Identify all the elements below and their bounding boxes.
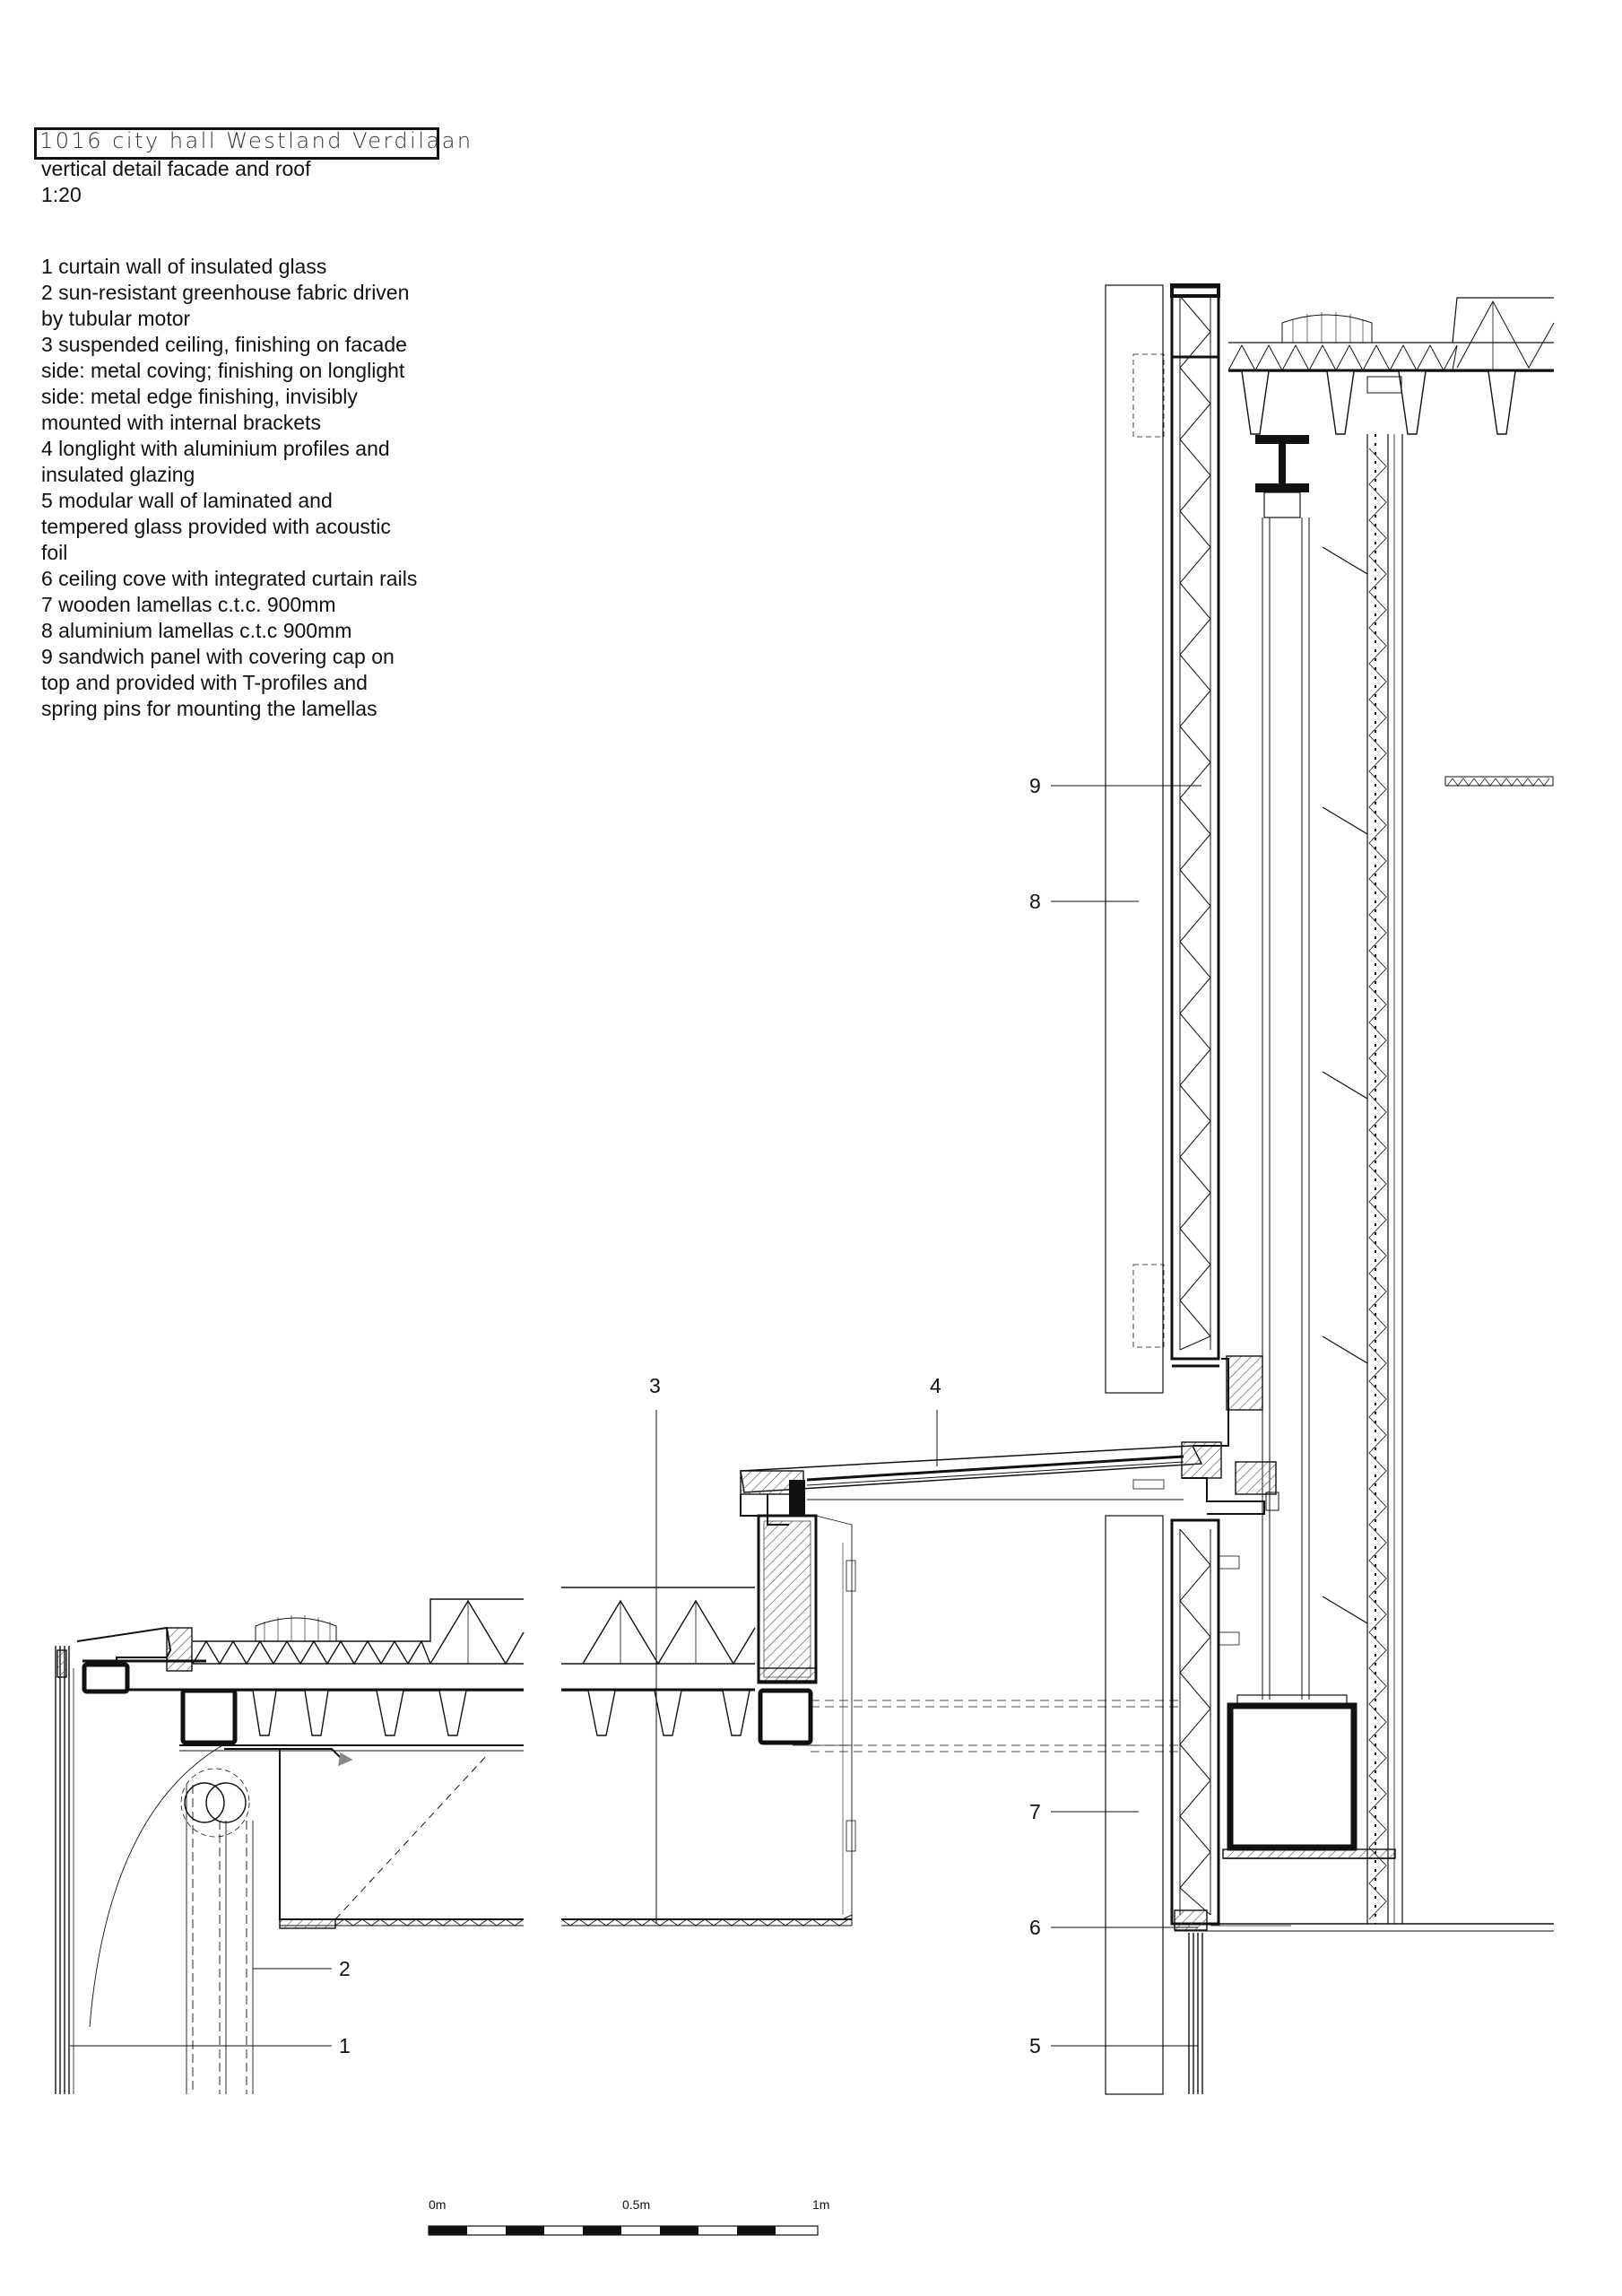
callout-3: 3	[649, 1374, 661, 1397]
callout-8: 8	[1029, 890, 1041, 913]
left-roof-section	[56, 1599, 524, 2094]
glass-wall-head	[1193, 1356, 1279, 1514]
callout-1: 1	[339, 2034, 351, 2057]
inner-wall-right	[1323, 377, 1402, 1924]
wooden-lamella	[1106, 1516, 1163, 2094]
steel-box-beam-middle	[760, 1691, 811, 1743]
project-title: 1016 city hall Westland Verdilaan	[39, 128, 473, 153]
roof-top-right	[1228, 298, 1554, 434]
legend-item-8: 8 aluminium lamellas c.t.c 900mm	[41, 619, 352, 642]
callout-6: 6	[1029, 1916, 1041, 1939]
callout-7: 7	[1029, 1800, 1041, 1823]
sandwich-panel-upper	[1133, 285, 1219, 1366]
aluminium-lamella	[1106, 285, 1163, 1393]
legend-item-2: 2 sun-resistant greenhouse fabric driven by tubular motor	[41, 281, 410, 330]
middle-roof-section	[561, 1516, 1184, 1926]
scale-bar	[429, 2226, 818, 2235]
legend-item-9: 9 sandwich panel with covering cap on top and provided with T-profiles and spring pins for mounting the lamellas	[41, 645, 395, 720]
callout-9: 9	[1029, 774, 1041, 797]
legend-item-5: 5 modular wall of laminated and tempered glass provided with acoustic foil	[41, 489, 391, 564]
legend-item-6: 6 ceiling cove with integrated curtain rails	[41, 567, 418, 590]
scale-label-start: 0m	[429, 2197, 447, 2212]
drawing-subtitle: vertical detail facade and roof	[41, 157, 311, 180]
scale-label-mid: 0.5m	[622, 2197, 651, 2212]
steel-box-beam-left	[183, 1691, 235, 1743]
drawing-scale: 1:20	[41, 183, 82, 206]
legend-item-4: 4 longlight with aluminium profiles and insulated glazing	[41, 437, 390, 486]
legend-item-7: 7 wooden lamellas c.t.c. 900mm	[41, 593, 336, 616]
steel-box-beam-right	[1230, 1706, 1354, 1848]
roof-dome-left	[256, 1615, 336, 1641]
legend-item-1: 1 curtain wall of insulated glass	[41, 255, 327, 278]
scale-label-end: 1m	[812, 2197, 830, 2212]
steel-i-beam	[1255, 435, 1309, 517]
callout-4: 4	[930, 1374, 941, 1397]
callout-2: 2	[339, 1957, 351, 1980]
steel-box-beam-small	[84, 1665, 127, 1692]
curtain-wall	[56, 1646, 74, 2094]
right-facade-section	[1106, 285, 1554, 2094]
longlight	[741, 1442, 1255, 1525]
callout-leaders	[70, 786, 1201, 2046]
callout-5: 5	[1029, 2034, 1041, 2057]
legend-item-3: 3 suspended ceiling, finishing on facade side: metal coving; finishing on longlight side: metal edge finishing, invisibly mounted with internal brackets	[41, 333, 407, 434]
